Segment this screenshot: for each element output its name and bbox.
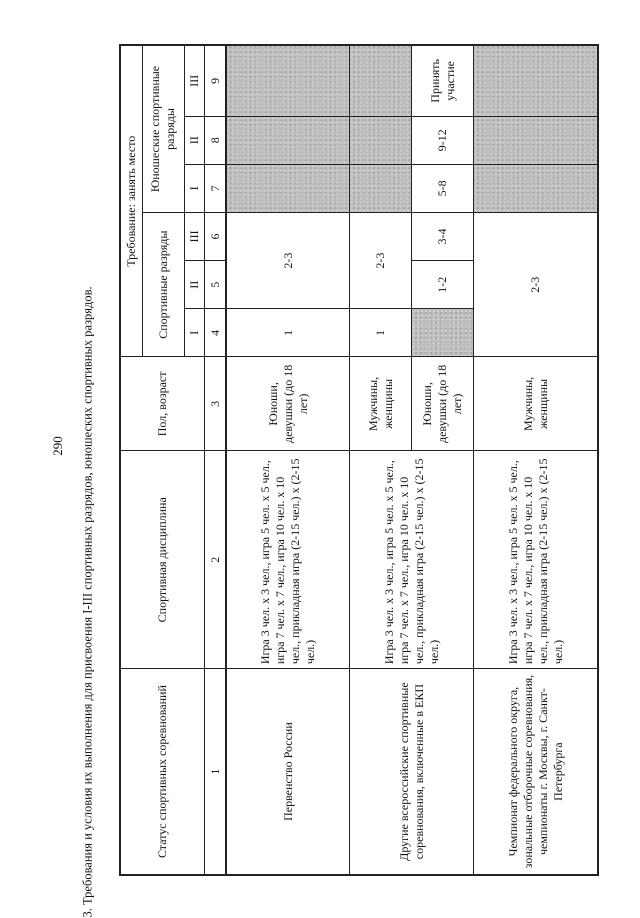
requirements-table-rotated (119, 44, 599, 876)
shaded-cell (226, 116, 350, 164)
gender-cell: Юноши, девушки (до 18 лет) (226, 357, 350, 451)
header-requirement: Требование: занять место (120, 45, 143, 357)
col-number: 7 (205, 164, 226, 212)
status-cell: Другие всероссийские спортивные соревнования, включенные в ЕКП (350, 669, 474, 875)
discipline-cell: Игра 3 чел. х 3 чел., игра 5 чел. х 5 чел., игра 7 чел. х 7 чел., игра 10 чел. х 10 чел., прикладная игра (2-15 чел.) х (2-15 чел.) (350, 451, 474, 669)
gender-cell: Мужчины, женщины (474, 357, 598, 451)
col-number: 6 (205, 212, 226, 260)
header-discipline: Спортивная дисциплина (120, 451, 205, 669)
rank-label: II (184, 116, 205, 164)
value-cell: 2-3 (474, 212, 598, 356)
gender-cell: Юноши, девушки (до 18 лет) (412, 357, 474, 451)
header-youth-ranks: Юношеские спортивные разряды (143, 45, 184, 212)
page-number: 290 (49, 436, 65, 456)
rank-label: III (184, 212, 205, 260)
rank-label: I (184, 164, 205, 212)
status-cell: Первенство России (226, 669, 350, 875)
shaded-cell (474, 164, 598, 212)
requirements-table (119, 44, 599, 876)
col-number: 4 (205, 309, 226, 357)
shaded-cell (226, 164, 350, 212)
value-cell: 5-8 (412, 164, 474, 212)
discipline-cell: Игра 3 чел. х 3 чел., игра 5 чел. х 5 чел., игра 7 чел. х 7 чел., игра 10 чел. х 10 чел., прикладная игра (2-15 чел.) х (2-15 чел.) (226, 451, 350, 669)
value-cell: 3-4 (412, 212, 474, 260)
col-number: 1 (205, 669, 226, 875)
header-gender-age: Пол, возраст (120, 357, 205, 451)
value-cell: 9-12 (412, 116, 474, 164)
value-cell: Принять участие (412, 45, 474, 116)
header-status: Статус спортивных соревнований (120, 669, 205, 875)
shaded-cell (474, 116, 598, 164)
shaded-cell (350, 116, 412, 164)
discipline-cell: Игра 3 чел. х 3 чел., игра 5 чел. х 5 чел., игра 7 чел. х 7 чел., игра 10 чел. х 10 чел., прикладная игра (2-15 чел.) х (2-15 чел.) (474, 451, 598, 669)
gender-cell: Мужчины, женщины (350, 357, 412, 451)
rank-label: I (184, 309, 205, 357)
value-cell: 2-3 (350, 212, 412, 308)
shaded-cell (350, 45, 412, 116)
value-cell: 2-3 (226, 212, 350, 308)
shaded-cell (226, 45, 350, 116)
rank-label: III (184, 45, 205, 116)
shaded-cell (350, 164, 412, 212)
col-number: 9 (205, 45, 226, 116)
shaded-cell (412, 309, 474, 357)
rank-label: II (184, 261, 205, 309)
col-number: 8 (205, 116, 226, 164)
col-number: 3 (205, 357, 226, 451)
col-number: 2 (205, 451, 226, 669)
status-cell: Чемпионат федерального округа, зональные отборочные соревнования, чемпионаты г. Москвы, г. Санкт-Петербурга (474, 669, 598, 875)
table-caption: 3. Требования и условия их выполнения для присвоения I-III спортивных разрядов, юношеских спортивных разрядов. (80, 286, 95, 918)
col-number: 5 (205, 261, 226, 309)
value-cell: 1 (226, 309, 350, 357)
value-cell: 1 (350, 309, 412, 357)
value-cell: 1-2 (412, 261, 474, 309)
shaded-cell (474, 45, 598, 116)
header-sport-ranks: Спортивные разряды (143, 212, 184, 356)
